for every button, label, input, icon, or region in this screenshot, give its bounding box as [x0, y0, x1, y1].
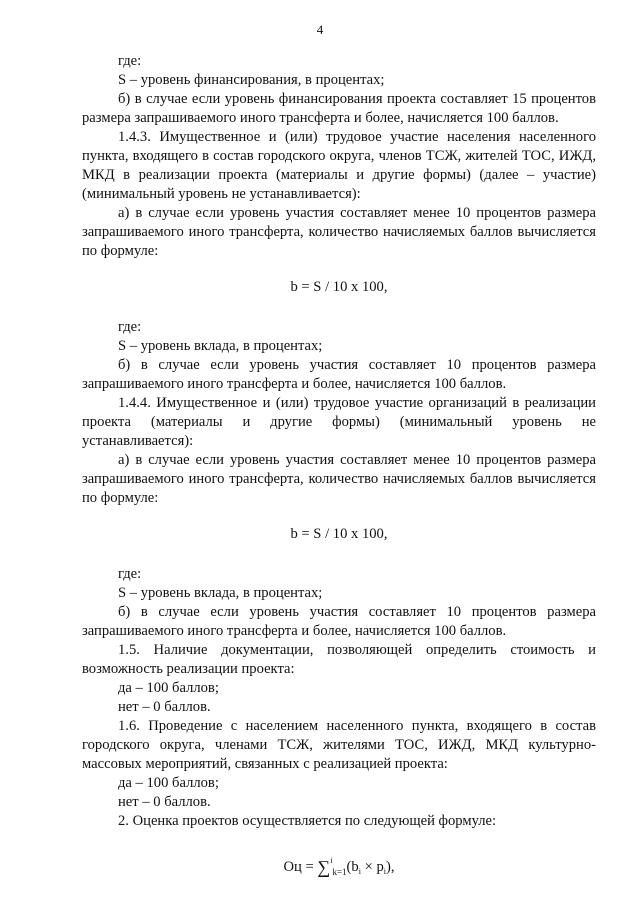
text-line: нет – 0 баллов.	[118, 699, 211, 715]
text-line: где:	[118, 319, 142, 335]
paragraph: б) в случае если уровень участия составляет 10 процентов размера запрашиваемого иного трансферта и более, начисляется 100 баллов.	[82, 604, 596, 639]
document-body	[82, 52, 596, 882]
paragraph: 1.5. Наличие документации, позволяющей определить стоимость и возможность реализации проекта:	[82, 642, 596, 677]
formula-times: × p	[360, 859, 384, 875]
sigma-symbol: ∑	[317, 857, 331, 877]
formula-lhs: Оц =	[283, 859, 318, 875]
paragraph: 1.4.3. Имущественное и (или) трудовое участие населения населенного пункта, входящего в состав городского округа, членов ТСЖ, жителей ТОС, ИЖД, МКД в реализации проекта (материалы и другие формы) (далее – участие) (минимальный уровень не устанавливается):	[82, 129, 596, 202]
paragraph: а) в случае если уровень участия составляет менее 10 процентов размера запрашиваемого иного трансферта, количество начисляемых баллов вычисляется по формуле:	[82, 452, 596, 506]
formula-body-close: ),	[386, 859, 395, 875]
formula-sup: i	[330, 856, 333, 865]
formula-p-sub: i	[383, 867, 386, 876]
text-line: S – уровень финансирования, в процентах;	[118, 72, 385, 88]
text-line: S – уровень вклада, в процентах;	[118, 585, 323, 601]
text-line: 2. Оценка проектов осуществляется по следующей формуле:	[118, 813, 497, 829]
paragraph: 1.4.4. Имущественное и (или) трудовое участие организаций в реализации проекта (материалы и другие формы) (минимальный уровень не устанавливается):	[82, 395, 596, 449]
formula: b = S / 10 x 100,	[290, 279, 388, 295]
text-line: нет – 0 баллов.	[118, 794, 211, 810]
formula-sub: k=1	[332, 867, 347, 877]
final-formula	[82, 851, 596, 882]
page-number: 4	[316, 22, 324, 37]
paragraph: б) в случае если уровень участия составляет 10 процентов размера запрашиваемого иного трансферта и более, начисляется 100 баллов.	[82, 357, 596, 392]
paragraph: б) в случае если уровень финансирования проекта составляет 15 процентов размера запрашиваемого иного трансферта и более, начисляется 100 баллов.	[82, 91, 596, 126]
formula-body-open: (b	[346, 859, 359, 875]
text-line: где:	[118, 53, 142, 69]
text-line: да – 100 баллов;	[118, 775, 219, 791]
paragraph: 1.6. Проведение с населением населенного пункта, входящего в состав городского округа, членами ТСЖ, жителями ТОС, ИЖД, МКД культурно-массовых мероприятий, связанных с реализацией проекта:	[82, 718, 596, 772]
text-line: где:	[118, 566, 142, 582]
paragraph: а) в случае если уровень участия составляет менее 10 процентов размера запрашиваемого иного трансферта, количество начисляемых баллов вычисляется по формуле:	[82, 205, 596, 259]
formula: b = S / 10 x 100,	[290, 526, 388, 542]
text-line: да – 100 баллов;	[118, 680, 219, 696]
text-line: S – уровень вклада, в процентах;	[118, 338, 323, 354]
formula-b-sub: i	[358, 867, 361, 876]
